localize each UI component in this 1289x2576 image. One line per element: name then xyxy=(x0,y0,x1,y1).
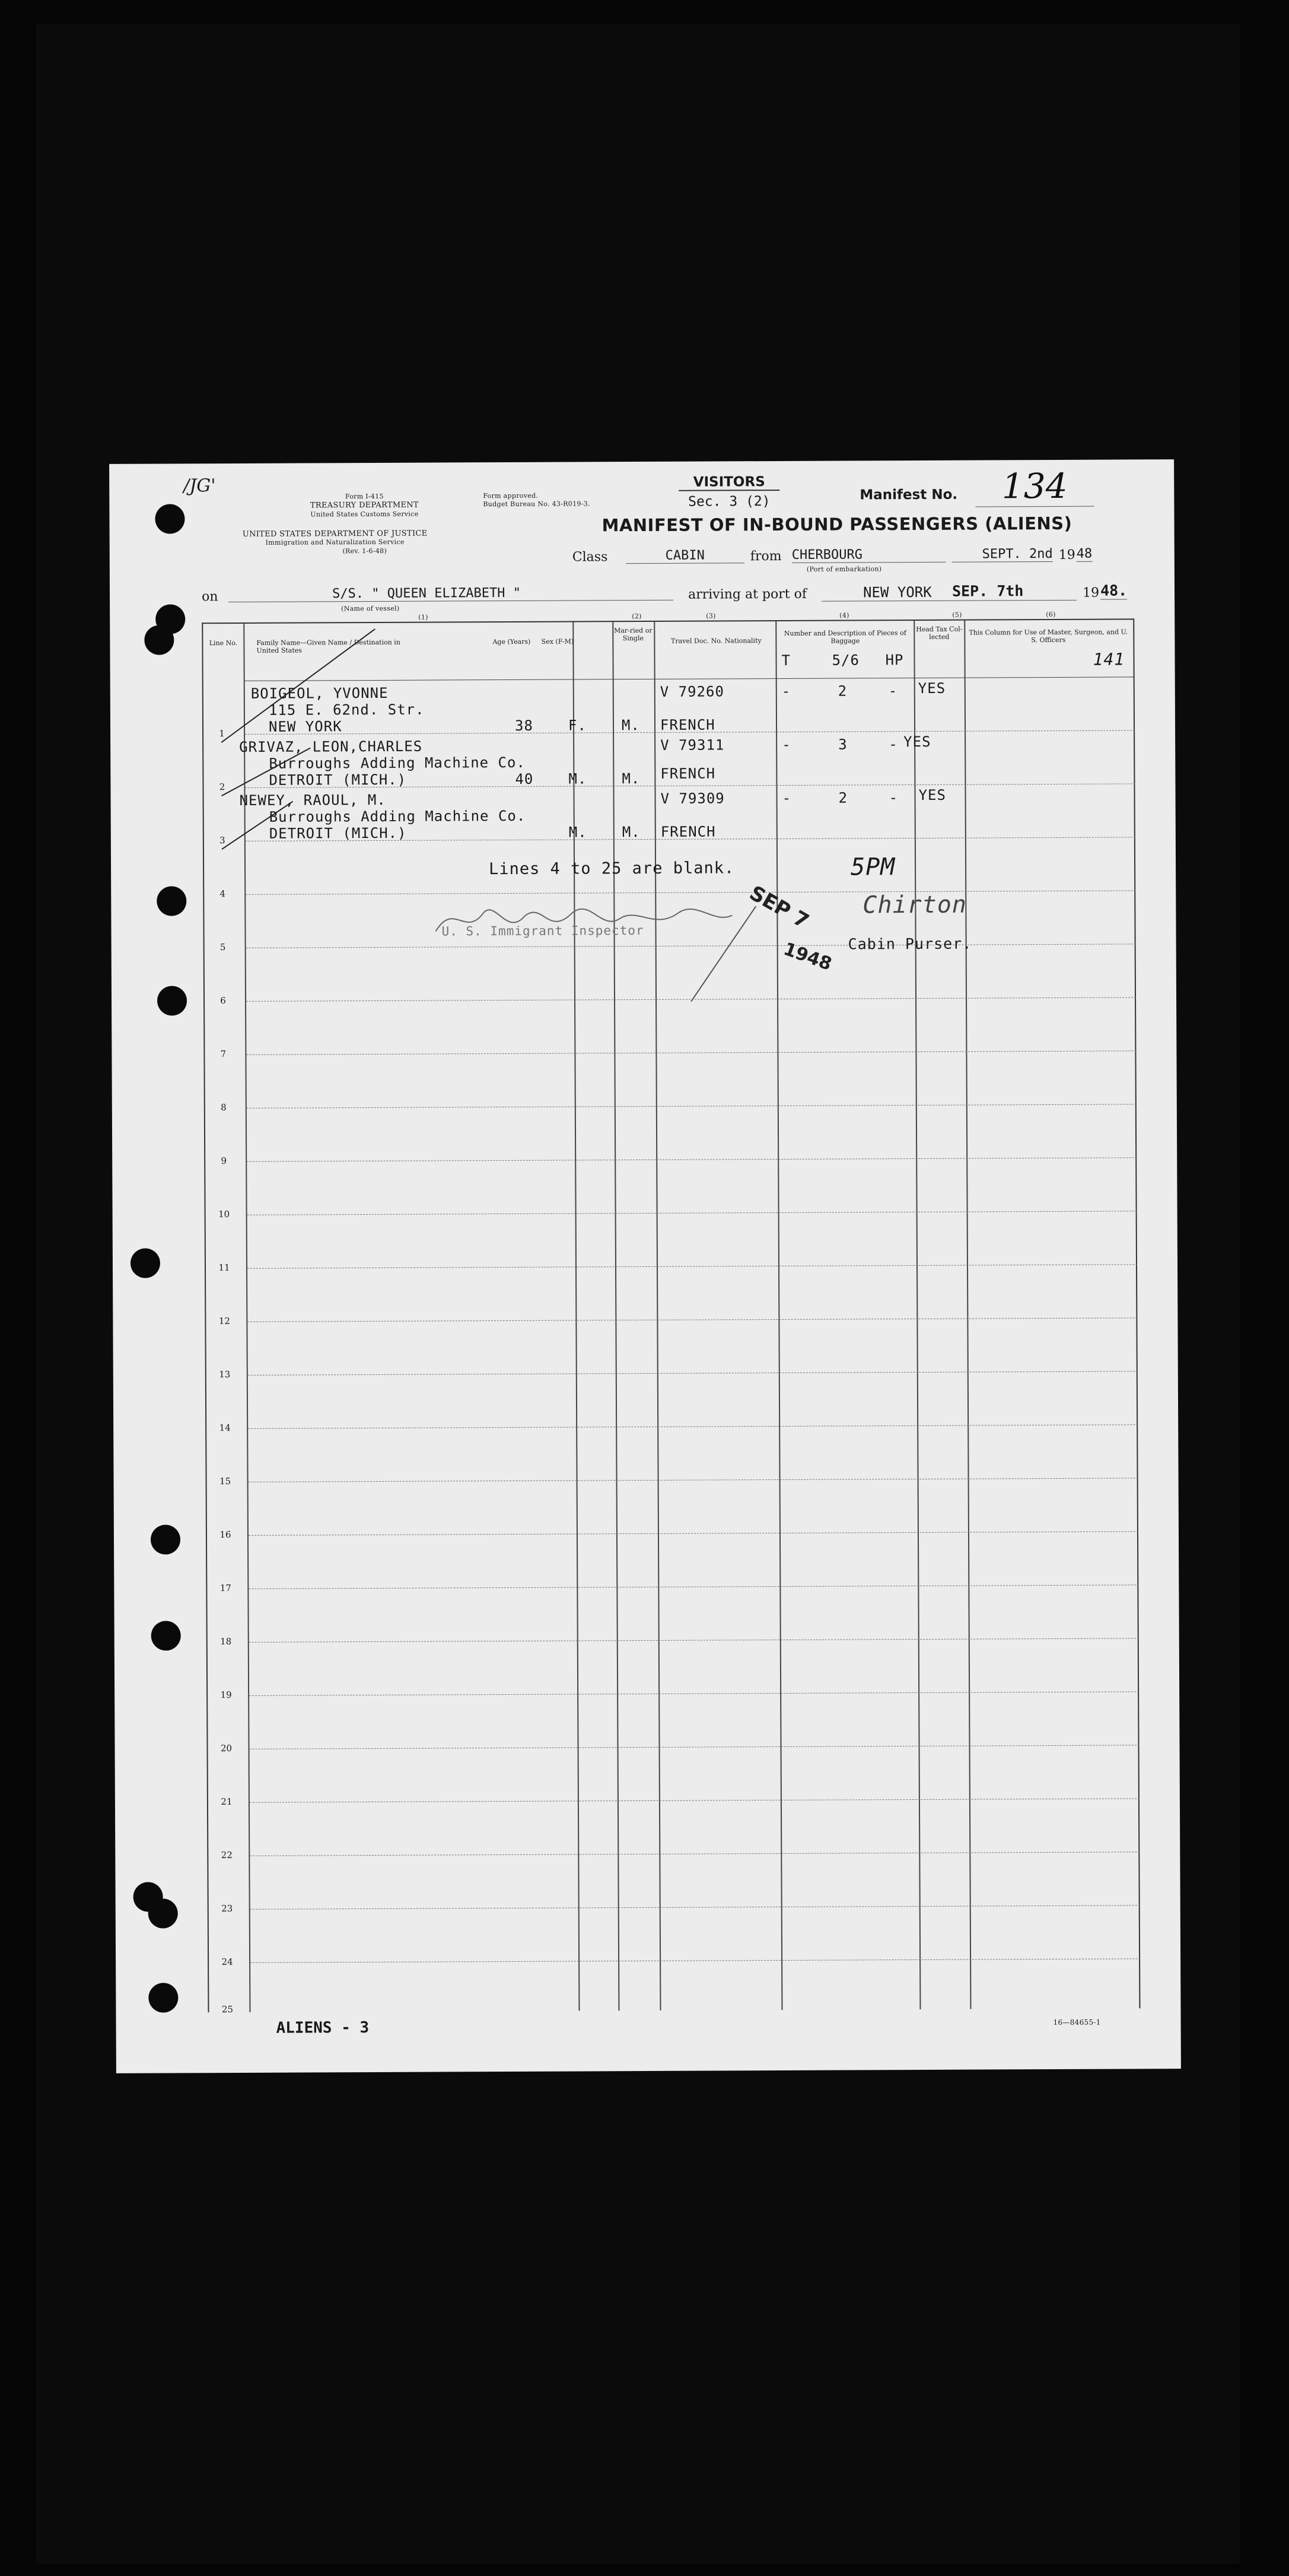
col-number: (3) xyxy=(706,612,716,620)
pieces-code: 5/6 xyxy=(832,652,860,669)
col-headtax: Head Tax Col-lected xyxy=(916,625,963,641)
passenger-2-tax: YES xyxy=(903,733,931,751)
punch-hole xyxy=(148,1898,178,1928)
punch-hole xyxy=(155,504,184,533)
officer-mark: 141 xyxy=(1093,649,1125,669)
line-number: 25 xyxy=(221,2004,234,2015)
departure-year: 48 xyxy=(1076,546,1093,561)
passenger-3-name: NEWEY, RAOUL, M. xyxy=(239,791,386,809)
line-number: 14 xyxy=(219,1422,231,1434)
col-number: (4) xyxy=(839,611,849,620)
passenger-1-pieces: 2 xyxy=(838,682,848,700)
inspector-caption: U. S. Immigrant Inspector xyxy=(441,923,644,939)
passenger-3-t: - xyxy=(782,789,792,806)
arrival-year: 48. xyxy=(1100,582,1128,599)
section-label: Sec. 3 (2) xyxy=(688,494,771,510)
line-number: 24 xyxy=(221,1956,233,1968)
arriving-label: arriving at port of xyxy=(688,586,807,602)
cabin-purser: Cabin Purser. xyxy=(848,935,972,953)
budget-bureau: Budget Bureau No. 43-R019-3. xyxy=(483,500,590,509)
revision: (Rev. 1-6-48) xyxy=(342,547,387,555)
line-number: 21 xyxy=(221,1796,233,1808)
passenger-2-sex: M. xyxy=(568,770,587,787)
line-number: 8 xyxy=(221,1102,227,1113)
passenger-1-married: M. xyxy=(621,717,640,734)
passenger-2-name: GRIVAZ, LEON,CHARLES xyxy=(239,738,423,755)
passenger-1-age: 38 xyxy=(514,717,533,734)
passenger-1-doc: V 79260 xyxy=(660,683,724,700)
col-number: (1) xyxy=(418,613,428,621)
line-number: 20 xyxy=(220,1743,233,1754)
passenger-table xyxy=(202,618,1140,2015)
passenger-2-t: - xyxy=(782,736,791,753)
punch-hole xyxy=(148,1983,178,2012)
class-value: CABIN xyxy=(626,548,744,564)
passenger-3-hp: - xyxy=(889,789,899,806)
class-label: Class xyxy=(572,549,608,565)
customs-service: United States Customs Service xyxy=(310,510,419,519)
pieces-hp: HP xyxy=(885,652,904,669)
passenger-1-nationality: FRENCH xyxy=(660,716,715,733)
pen-marks xyxy=(203,623,382,861)
initials: /JG' xyxy=(183,475,216,497)
passenger-1-hp: - xyxy=(888,682,898,700)
pieces-t: T xyxy=(781,652,791,669)
passenger-1-tax: YES xyxy=(918,679,946,697)
punch-hole xyxy=(131,1249,160,1278)
passenger-3-address: Burroughs Adding Machine Co. xyxy=(269,807,526,825)
passenger-2-doc: V 79311 xyxy=(660,736,725,754)
line-number: 4 xyxy=(219,888,226,900)
passenger-2-address: Burroughs Adding Machine Co. xyxy=(269,754,526,772)
punch-hole xyxy=(157,986,187,1015)
date-stamp-month: SEP 7 xyxy=(745,881,813,934)
passenger-3-nationality: FRENCH xyxy=(660,823,716,840)
line-number: 15 xyxy=(219,1476,231,1487)
line-number: 16 xyxy=(219,1529,231,1540)
on-label: on xyxy=(202,589,218,605)
line-number: 18 xyxy=(220,1636,232,1647)
manifest-page xyxy=(109,459,1181,2073)
embarkation-port: CHERBOURG xyxy=(792,547,946,563)
blank-lines-note: Lines 4 to 25 are blank. xyxy=(489,859,735,879)
passenger-3-tax: YES xyxy=(918,786,946,803)
passenger-2-nationality: FRENCH xyxy=(660,765,716,782)
line-number: 13 xyxy=(219,1369,231,1380)
passenger-3-doc: V 79309 xyxy=(660,790,725,807)
departure-date: SEPT. 2nd xyxy=(952,547,1053,563)
line-number: 5 xyxy=(219,942,226,953)
line-number: 6 xyxy=(220,995,226,1006)
punch-hole xyxy=(151,1524,180,1554)
purser-signature: Chirton xyxy=(862,891,967,919)
line-number: 19 xyxy=(220,1689,232,1701)
passenger-3-pieces: 2 xyxy=(838,789,848,806)
handwritten-initials: 5PM xyxy=(850,853,896,881)
passenger-1-city: NEW YORK xyxy=(268,718,342,735)
col-number: (5) xyxy=(952,611,962,619)
arrival-port: NEW YORK xyxy=(822,583,1077,602)
line-number: 2 xyxy=(219,782,225,793)
col-age: Age (Years) xyxy=(492,637,531,646)
passenger-1-name: BOIGEOL, YVONNE xyxy=(250,684,389,702)
passenger-2-city: DETROIT (MICH.) xyxy=(269,771,407,789)
vessel-caption: (Name of vessel) xyxy=(341,604,400,613)
passenger-2-pieces: 3 xyxy=(838,736,848,753)
col-officers: This Column for Use of Master, Surgeon, and U. S. Officers xyxy=(969,628,1128,644)
justice-dept: UNITED STATES DEPARTMENT OF JUSTICE xyxy=(242,529,428,539)
passenger-2-hp: - xyxy=(889,736,898,753)
col-married: Mar-ried or Single xyxy=(614,626,653,643)
col-number: (6) xyxy=(1046,610,1056,619)
passenger-2-married: M. xyxy=(622,770,641,787)
arrival-year-prefix: 19 xyxy=(1083,585,1100,601)
embarkation-caption: (Port of embarkation) xyxy=(806,565,882,573)
manifest-number: 134 xyxy=(975,466,1094,507)
passenger-1-t: - xyxy=(781,682,791,700)
line-number: 1 xyxy=(219,728,225,739)
line-number: 17 xyxy=(219,1583,231,1594)
treasury-dept: TREASURY DEPARTMENT xyxy=(310,500,419,510)
col-pieces: Number and Description of Pieces of Baggage xyxy=(784,629,906,645)
visitors-label: VISITORS xyxy=(679,474,779,491)
line-number: 23 xyxy=(221,1903,233,1914)
line-number: 22 xyxy=(221,1850,233,1861)
passenger-1-address: 115 E. 62nd. Str. xyxy=(268,701,425,719)
passenger-2-age: 40 xyxy=(515,770,534,787)
line-number: 7 xyxy=(220,1049,227,1060)
col-line: Line No. xyxy=(209,639,238,647)
punch-hole xyxy=(157,886,186,916)
col-name: Family Name—Given Name / Destination in United States xyxy=(256,638,400,655)
line-number: 11 xyxy=(218,1262,230,1273)
footer-aliens: ALIENS - 3 xyxy=(276,2019,370,2037)
col-travel: Travel Doc. No. Nationality xyxy=(671,637,762,645)
col-number: (2) xyxy=(632,612,642,621)
from-label: from xyxy=(750,548,782,564)
passenger-1-sex: F. xyxy=(568,717,587,734)
line-number: 12 xyxy=(218,1316,230,1327)
vessel-name: S/S. " QUEEN ELIZABETH " xyxy=(228,585,673,602)
punch-hole xyxy=(144,625,174,655)
passenger-3-city: DETROIT (MICH.) xyxy=(269,824,407,842)
line-number: 10 xyxy=(218,1209,230,1220)
line-number: 9 xyxy=(221,1155,227,1167)
col-sex: Sex (F-M) xyxy=(541,637,574,646)
date-stamp-year: 1948 xyxy=(781,938,835,975)
line-number: 3 xyxy=(219,835,225,846)
manifest-label: Manifest No. xyxy=(860,487,958,503)
form-number: Form I-415 xyxy=(345,492,384,501)
punch-hole xyxy=(151,1621,181,1650)
arrival-date: SEP. 7th xyxy=(951,582,1024,600)
passenger-3-sex: M. xyxy=(568,824,587,841)
passenger-3-married: M. xyxy=(622,824,641,841)
stamp-stroke xyxy=(679,900,762,1008)
departure-year-prefix: 19 xyxy=(1058,547,1075,563)
form-approved: Form approved. xyxy=(483,491,539,500)
ins-service: Immigration and Naturalization Service xyxy=(265,538,405,547)
footer-print-code: 16—84655-1 xyxy=(1053,2018,1101,2027)
page-title: MANIFEST OF IN-BOUND PASSENGERS (ALIENS) xyxy=(601,513,1072,536)
